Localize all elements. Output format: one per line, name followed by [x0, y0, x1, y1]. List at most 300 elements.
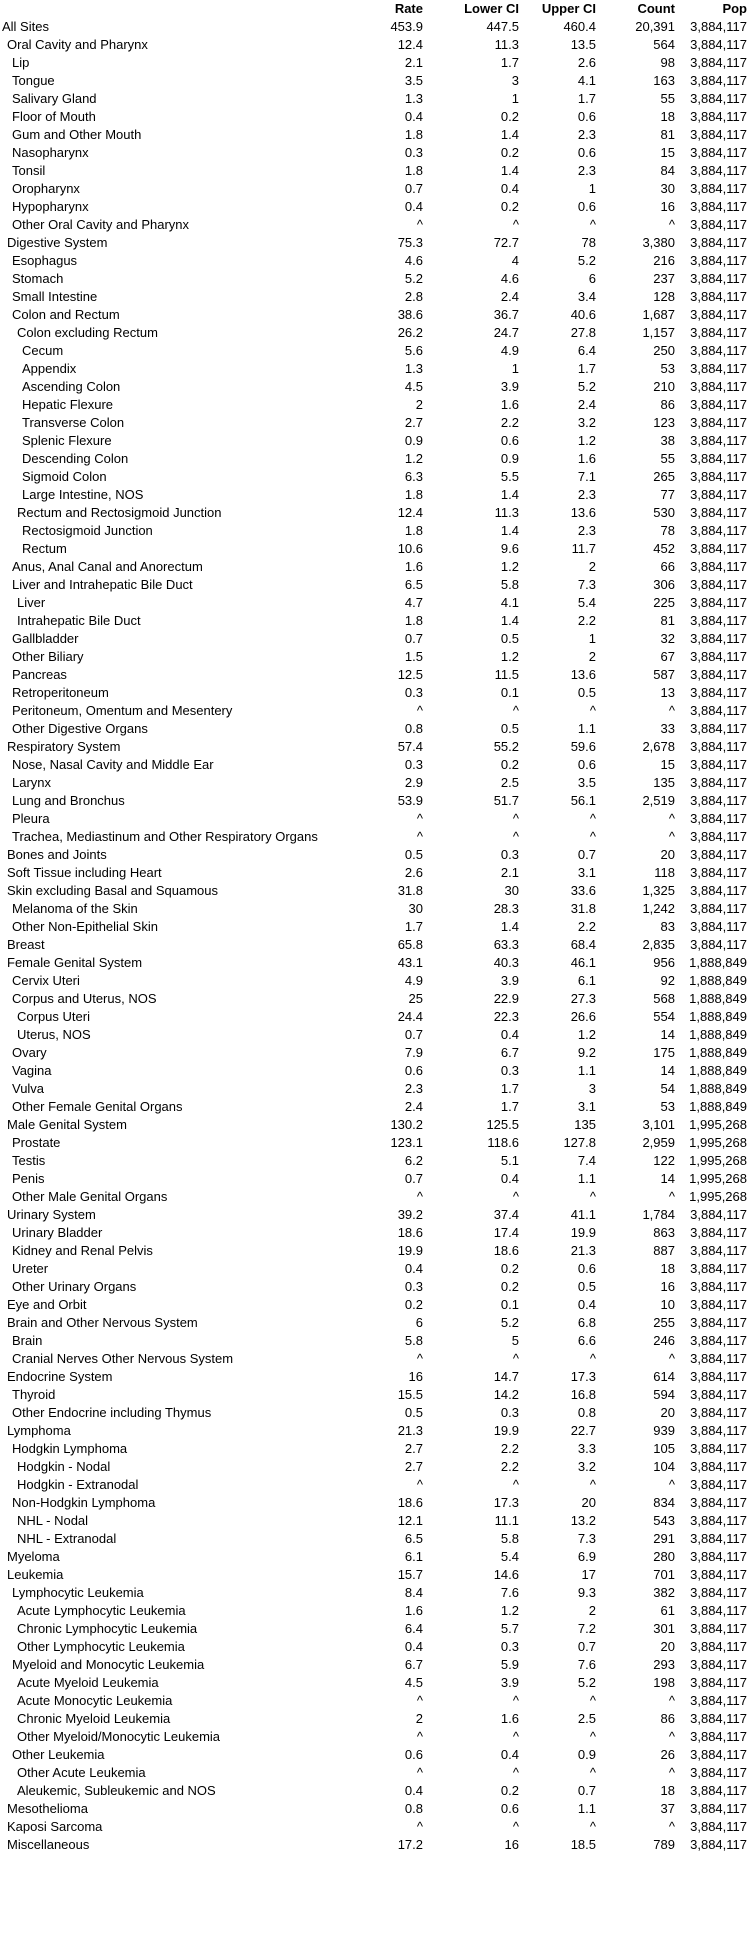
rate-cell: 1.7 — [404, 919, 423, 934]
table-row — [0, 774, 752, 792]
rate-cell: 2.3 — [404, 1081, 423, 1096]
table-row — [0, 324, 752, 342]
site-cell: Salivary Gland — [12, 91, 97, 106]
site-cell: Vagina — [12, 1063, 52, 1078]
count-cell: 1,784 — [642, 1207, 675, 1222]
lower-ci-cell: 1.4 — [500, 523, 519, 538]
lower-ci-cell: ^ — [512, 1351, 519, 1366]
table-row — [0, 234, 752, 252]
lower-ci-cell: ^ — [512, 217, 519, 232]
pop-cell: 3,884,117 — [690, 1675, 747, 1690]
lower-ci-cell: 0.3 — [500, 1405, 519, 1420]
pop-cell: 3,884,117 — [690, 1639, 747, 1654]
site-cell: Digestive System — [7, 235, 108, 250]
rate-cell: 5.6 — [404, 343, 423, 358]
count-cell: 86 — [660, 397, 675, 412]
upper-ci-cell: 2 — [588, 559, 596, 574]
upper-ci-cell: 6.1 — [577, 973, 596, 988]
lower-ci-cell: 2.4 — [500, 289, 519, 304]
upper-ci-cell: 3.1 — [577, 1099, 596, 1114]
count-cell: 163 — [653, 73, 675, 88]
rate-cell: 25 — [408, 991, 423, 1006]
lower-ci-cell: 0.5 — [500, 631, 519, 646]
lower-ci-cell: ^ — [512, 811, 519, 826]
table-row — [0, 540, 752, 558]
count-cell: 225 — [653, 595, 675, 610]
lower-ci-cell: 11.3 — [494, 505, 519, 520]
pop-cell: 3,884,117 — [690, 109, 747, 124]
lower-ci-cell: 14.2 — [493, 1387, 519, 1402]
table-row — [0, 990, 752, 1008]
site-cell: Non-Hodgkin Lymphoma — [12, 1495, 156, 1510]
upper-ci-cell: 2.3 — [577, 163, 596, 178]
count-cell: 789 — [653, 1837, 675, 1852]
site-cell: Other Acute Leukemia — [17, 1765, 146, 1780]
upper-ci-cell: 0.6 — [577, 109, 596, 124]
count-cell: 81 — [660, 613, 675, 628]
lower-ci-cell: 2.1 — [500, 865, 519, 880]
rate-cell: 24.4 — [397, 1009, 423, 1024]
table-row — [0, 630, 752, 648]
pop-cell: 3,884,117 — [690, 1711, 747, 1726]
lower-ci-cell: 0.2 — [500, 109, 519, 124]
site-cell: NHL - Extranodal — [17, 1531, 117, 1546]
upper-ci-cell: 2.4 — [577, 397, 596, 412]
count-cell: 887 — [653, 1243, 675, 1258]
count-cell: 13 — [660, 685, 675, 700]
lower-ci-cell: 14.6 — [493, 1567, 519, 1582]
upper-ci-cell: 13.6 — [570, 667, 596, 682]
rate-cell: 18.6 — [397, 1225, 423, 1240]
pop-cell: 1,888,849 — [689, 1009, 747, 1024]
count-cell: 554 — [653, 1009, 675, 1024]
upper-ci-cell: 7.3 — [577, 1531, 596, 1546]
lower-ci-cell: 40.3 — [493, 955, 519, 970]
pop-cell: 3,884,117 — [690, 55, 747, 70]
rate-cell: 2.7 — [404, 415, 423, 430]
count-cell: ^ — [668, 703, 675, 718]
pop-cell: 3,884,117 — [690, 1279, 747, 1294]
lower-ci-cell: 72.7 — [493, 235, 519, 250]
count-cell: 122 — [653, 1153, 675, 1168]
site-cell: Other Myeloid/Monocytic Leukemia — [17, 1729, 221, 1744]
pop-cell: 3,884,117 — [690, 451, 747, 466]
table-row — [0, 900, 752, 918]
rate-cell: 0.5 — [404, 1405, 423, 1420]
lower-ci-cell: 9.6 — [500, 541, 519, 556]
site-cell: Pleura — [12, 811, 50, 826]
rate-cell: 0.4 — [404, 199, 423, 214]
rate-cell: 0.5 — [404, 847, 423, 862]
upper-ci-cell: 17.3 — [570, 1369, 596, 1384]
upper-ci-cell: 0.6 — [577, 1261, 596, 1276]
table-row — [0, 1224, 752, 1242]
site-cell: Myeloma — [7, 1549, 60, 1564]
lower-ci-cell: 1.6 — [500, 1711, 519, 1726]
count-cell: 614 — [653, 1369, 675, 1384]
count-cell: 564 — [653, 37, 675, 52]
count-cell: 66 — [660, 559, 675, 574]
site-cell: Retroperitoneum — [12, 685, 109, 700]
pop-cell: 1,995,268 — [689, 1153, 747, 1168]
pop-cell: 3,884,117 — [690, 829, 747, 844]
upper-ci-cell: 127.8 — [563, 1135, 596, 1150]
rate-cell: 4.9 — [404, 973, 423, 988]
count-cell: 198 — [653, 1675, 675, 1690]
upper-ci-cell: 2 — [588, 1603, 596, 1618]
table-row — [0, 1530, 752, 1548]
table-row — [0, 108, 752, 126]
upper-ci-cell: 3 — [588, 1081, 596, 1096]
lower-ci-cell: 2.2 — [500, 1441, 519, 1456]
site-cell: Large Intestine, NOS — [22, 487, 144, 502]
lower-ci-cell: 30 — [504, 883, 519, 898]
count-cell: ^ — [668, 811, 675, 826]
pop-cell: 1,995,268 — [689, 1117, 747, 1132]
lower-ci-cell: 22.9 — [493, 991, 519, 1006]
upper-ci-cell: 3.4 — [577, 289, 596, 304]
count-cell: 2,678 — [642, 739, 675, 754]
lower-ci-cell: 1.4 — [500, 127, 519, 142]
upper-ci-cell: 1 — [588, 181, 596, 196]
lower-ci-cell: 2.2 — [500, 415, 519, 430]
upper-ci-cell: 13.6 — [570, 505, 596, 520]
count-cell: 939 — [653, 1423, 675, 1438]
lower-ci-cell: 1.4 — [500, 487, 519, 502]
upper-ci-cell: ^ — [589, 811, 596, 826]
rate-cell: 1.5 — [404, 649, 423, 664]
site-cell: Soft Tissue including Heart — [7, 865, 162, 880]
site-cell: Kidney and Renal Pelvis — [12, 1243, 153, 1258]
site-cell: Tongue — [12, 73, 55, 88]
table-row — [0, 1710, 752, 1728]
lower-ci-cell: 6.7 — [500, 1045, 519, 1060]
rate-cell: 1.8 — [404, 487, 423, 502]
rate-cell: ^ — [416, 1189, 423, 1204]
count-cell: 53 — [660, 1099, 675, 1114]
rate-cell: 0.9 — [404, 433, 423, 448]
lower-ci-cell: 19.9 — [493, 1423, 519, 1438]
upper-ci-cell: 16.8 — [570, 1387, 596, 1402]
count-cell: 118 — [654, 865, 675, 880]
pop-cell: 3,884,117 — [690, 433, 747, 448]
count-cell: 250 — [653, 343, 675, 358]
table-body — [0, 18, 752, 1854]
lower-ci-cell: 4.9 — [500, 343, 519, 358]
upper-ci-cell: 2.2 — [577, 919, 596, 934]
site-cell: Testis — [12, 1153, 46, 1168]
rate-cell: 53.9 — [397, 793, 423, 808]
table-row — [0, 1116, 752, 1134]
table-row — [0, 378, 752, 396]
upper-ci-cell: 0.6 — [577, 145, 596, 160]
header-rate: Rate — [394, 1, 423, 16]
lower-ci-cell: ^ — [512, 703, 519, 718]
pop-cell: 3,884,117 — [690, 1243, 747, 1258]
site-cell: Peritoneum, Omentum and Mesentery — [12, 703, 233, 718]
rate-cell: ^ — [416, 1477, 423, 1492]
table-row — [0, 810, 752, 828]
count-cell: 14 — [660, 1027, 675, 1042]
lower-ci-cell: 1.6 — [500, 397, 519, 412]
upper-ci-cell: 0.4 — [577, 1297, 596, 1312]
pop-cell: 3,884,117 — [690, 1819, 747, 1834]
site-cell: Acute Lymphocytic Leukemia — [17, 1603, 186, 1618]
table-row — [0, 54, 752, 72]
site-cell: Corpus and Uterus, NOS — [12, 991, 157, 1006]
table-row — [0, 1656, 752, 1674]
count-cell: 53 — [660, 361, 675, 376]
rate-cell: 130.2 — [390, 1117, 423, 1132]
pop-cell: 3,884,117 — [690, 343, 747, 358]
upper-ci-cell: 9.3 — [577, 1585, 596, 1600]
upper-ci-cell: ^ — [589, 703, 596, 718]
site-cell: Lymphocytic Leukemia — [12, 1585, 144, 1600]
upper-ci-cell: 1.2 — [577, 433, 596, 448]
rate-cell: 0.2 — [404, 1297, 423, 1312]
site-cell: Chronic Myeloid Leukemia — [17, 1711, 171, 1726]
count-cell: 14 — [660, 1063, 675, 1078]
lower-ci-cell: 118.6 — [487, 1135, 519, 1150]
rate-cell: 1.8 — [404, 613, 423, 628]
rate-cell: 4.5 — [404, 379, 423, 394]
count-cell: 54 — [660, 1081, 675, 1096]
pop-cell: 3,884,117 — [690, 1585, 747, 1600]
count-cell: 105 — [653, 1441, 675, 1456]
lower-ci-cell: 5.7 — [500, 1621, 519, 1636]
count-cell: 216 — [653, 253, 675, 268]
pop-cell: 3,884,117 — [690, 1387, 747, 1402]
rate-cell: 6.4 — [404, 1621, 423, 1636]
lower-ci-cell: 0.2 — [500, 1279, 519, 1294]
count-cell: 77 — [660, 487, 675, 502]
count-cell: ^ — [668, 1351, 675, 1366]
table-row — [0, 1098, 752, 1116]
count-cell: 123 — [653, 415, 675, 430]
header-site — [2, 0, 382, 18]
lower-ci-cell: 24.7 — [493, 325, 519, 340]
lower-ci-cell: 4.6 — [500, 271, 519, 286]
table-row — [0, 306, 752, 324]
rate-cell: 4.6 — [404, 253, 423, 268]
count-cell: 67 — [660, 649, 675, 664]
upper-ci-cell: 4.1 — [577, 73, 596, 88]
upper-ci-cell: 17 — [581, 1567, 596, 1582]
count-cell: 16 — [660, 1279, 675, 1294]
pop-cell: 3,884,117 — [690, 649, 747, 664]
pop-cell: 3,884,117 — [690, 1423, 747, 1438]
upper-ci-cell: ^ — [589, 1729, 596, 1744]
lower-ci-cell: 55.2 — [493, 739, 519, 754]
pop-cell: 3,884,117 — [690, 1567, 747, 1582]
table-row — [0, 882, 752, 900]
upper-ci-cell: 56.1 — [570, 793, 596, 808]
table-row — [0, 594, 752, 612]
table-row — [0, 972, 752, 990]
lower-ci-cell: 5.8 — [500, 577, 519, 592]
count-cell: 594 — [653, 1387, 675, 1402]
count-cell: 84 — [660, 163, 675, 178]
pop-cell: 1,888,849 — [689, 1027, 747, 1042]
pop-cell: 3,884,117 — [690, 1369, 747, 1384]
pop-cell: 3,884,117 — [690, 577, 747, 592]
upper-ci-cell: ^ — [589, 1765, 596, 1780]
site-cell: Other Non-Epithelial Skin — [12, 919, 158, 934]
count-cell: 98 — [660, 55, 675, 70]
rate-cell: 0.7 — [404, 1027, 423, 1042]
count-cell: 15 — [660, 145, 675, 160]
lower-ci-cell: 0.5 — [500, 721, 519, 736]
count-cell: ^ — [668, 1189, 675, 1204]
pop-cell: 3,884,117 — [690, 91, 747, 106]
upper-ci-cell: 21.3 — [570, 1243, 596, 1258]
rate-cell: ^ — [416, 1693, 423, 1708]
pop-cell: 3,884,117 — [690, 127, 747, 142]
rate-cell: 15.7 — [397, 1567, 423, 1582]
table-row — [0, 1638, 752, 1656]
site-cell: Urinary System — [7, 1207, 96, 1222]
upper-ci-cell: ^ — [589, 1477, 596, 1492]
rate-cell: 5.8 — [404, 1333, 423, 1348]
rate-cell: 453.9 — [390, 19, 423, 34]
site-cell: Male Genital System — [7, 1117, 127, 1132]
lower-ci-cell: 5.2 — [500, 1315, 519, 1330]
count-cell: 255 — [653, 1315, 675, 1330]
site-cell: Penis — [12, 1171, 45, 1186]
table-row — [0, 1746, 752, 1764]
count-cell: 55 — [660, 451, 675, 466]
table-row — [0, 1062, 752, 1080]
site-cell: Cervix Uteri — [12, 973, 80, 988]
rate-cell: 1.3 — [404, 91, 423, 106]
lower-ci-cell: 1.4 — [500, 163, 519, 178]
pop-cell: 3,884,117 — [690, 1495, 747, 1510]
table-row — [0, 270, 752, 288]
pop-cell: 3,884,117 — [690, 199, 747, 214]
count-cell: 280 — [653, 1549, 675, 1564]
pop-cell: 3,884,117 — [690, 631, 747, 646]
count-cell: 863 — [653, 1225, 675, 1240]
rate-cell: 0.7 — [404, 631, 423, 646]
site-cell: Colon excluding Rectum — [17, 325, 158, 340]
site-cell: Bones and Joints — [7, 847, 107, 862]
rate-cell: 4.5 — [404, 1675, 423, 1690]
pop-cell: 1,888,849 — [689, 973, 747, 988]
count-cell: ^ — [668, 217, 675, 232]
pop-cell: 1,995,268 — [689, 1171, 747, 1186]
table-row — [0, 396, 752, 414]
table-row — [0, 738, 752, 756]
lower-ci-cell: 16 — [504, 1837, 519, 1852]
pop-cell: 3,884,117 — [690, 487, 747, 502]
site-cell: Eye and Orbit — [7, 1297, 87, 1312]
site-cell: Other Biliary — [12, 649, 84, 664]
site-cell: Liver — [17, 595, 46, 610]
rate-cell: 43.1 — [397, 955, 423, 970]
pop-cell: 3,884,117 — [690, 775, 747, 790]
table-row — [0, 1188, 752, 1206]
pop-cell: 3,884,117 — [690, 1441, 747, 1456]
pop-cell: 3,884,117 — [690, 253, 747, 268]
rate-cell: 2.6 — [404, 865, 423, 880]
table-row — [0, 1602, 752, 1620]
site-cell: All Sites — [2, 19, 49, 34]
rate-cell: 6.3 — [404, 469, 423, 484]
site-cell: Acute Monocytic Leukemia — [17, 1693, 173, 1708]
pop-cell: 3,884,117 — [690, 505, 747, 520]
lower-ci-cell: ^ — [512, 1765, 519, 1780]
table-row — [0, 1332, 752, 1350]
pop-cell: 3,884,117 — [690, 307, 747, 322]
site-cell: Miscellaneous — [7, 1837, 90, 1852]
site-cell: Oropharynx — [12, 181, 80, 196]
lower-ci-cell: 1.4 — [500, 613, 519, 628]
rate-cell: 0.6 — [404, 1063, 423, 1078]
rate-cell: 18.6 — [397, 1495, 423, 1510]
count-cell: 61 — [660, 1603, 675, 1618]
upper-ci-cell: 19.9 — [570, 1225, 596, 1240]
rate-cell: ^ — [416, 1729, 423, 1744]
table-row — [0, 792, 752, 810]
upper-ci-cell: 27.8 — [570, 325, 596, 340]
rate-cell: 2.7 — [404, 1441, 423, 1456]
site-cell: Other Leukemia — [12, 1747, 105, 1762]
lower-ci-cell: 0.9 — [500, 451, 519, 466]
rate-cell: 0.3 — [404, 145, 423, 160]
count-cell: 92 — [660, 973, 675, 988]
lower-ci-cell: 3.9 — [500, 1675, 519, 1690]
lower-ci-cell: 447.5 — [486, 19, 519, 34]
rate-cell: 1.8 — [404, 127, 423, 142]
count-cell: 1,242 — [642, 901, 675, 916]
pop-cell: 3,884,117 — [690, 919, 747, 934]
rate-cell: 123.1 — [390, 1135, 423, 1150]
pop-cell: 3,884,117 — [690, 1837, 747, 1852]
table-row — [0, 702, 752, 720]
pop-cell: 3,884,117 — [690, 811, 747, 826]
count-cell: 16 — [660, 199, 675, 214]
upper-ci-cell: 6.8 — [577, 1315, 596, 1330]
rate-cell: 0.6 — [404, 1747, 423, 1762]
site-cell: Lip — [12, 55, 30, 70]
pop-cell: 3,884,117 — [690, 325, 747, 340]
site-cell: Nasopharynx — [12, 145, 89, 160]
table-row — [0, 342, 752, 360]
table-row — [0, 954, 752, 972]
table-row — [0, 828, 752, 846]
pop-cell: 3,884,117 — [690, 469, 747, 484]
upper-ci-cell: 3.3 — [577, 1441, 596, 1456]
header-lower-ci: Lower CI — [464, 1, 519, 16]
pop-cell: 3,884,117 — [690, 1693, 747, 1708]
table-row — [0, 1548, 752, 1566]
site-cell: Descending Colon — [22, 451, 129, 466]
table-row — [0, 1800, 752, 1818]
site-cell: Kaposi Sarcoma — [7, 1819, 103, 1834]
upper-ci-cell: 40.6 — [570, 307, 596, 322]
table-row — [0, 918, 752, 936]
upper-ci-cell: 0.6 — [577, 199, 596, 214]
site-cell: Skin excluding Basal and Squamous — [7, 883, 219, 898]
rate-cell: 0.3 — [404, 757, 423, 772]
upper-ci-cell: 0.8 — [577, 1405, 596, 1420]
upper-ci-cell: 0.5 — [577, 685, 596, 700]
pop-cell: 3,884,117 — [690, 73, 747, 88]
rate-cell: 6.5 — [404, 577, 423, 592]
table-row — [0, 648, 752, 666]
count-cell: 20 — [660, 847, 675, 862]
table-row — [0, 1476, 752, 1494]
